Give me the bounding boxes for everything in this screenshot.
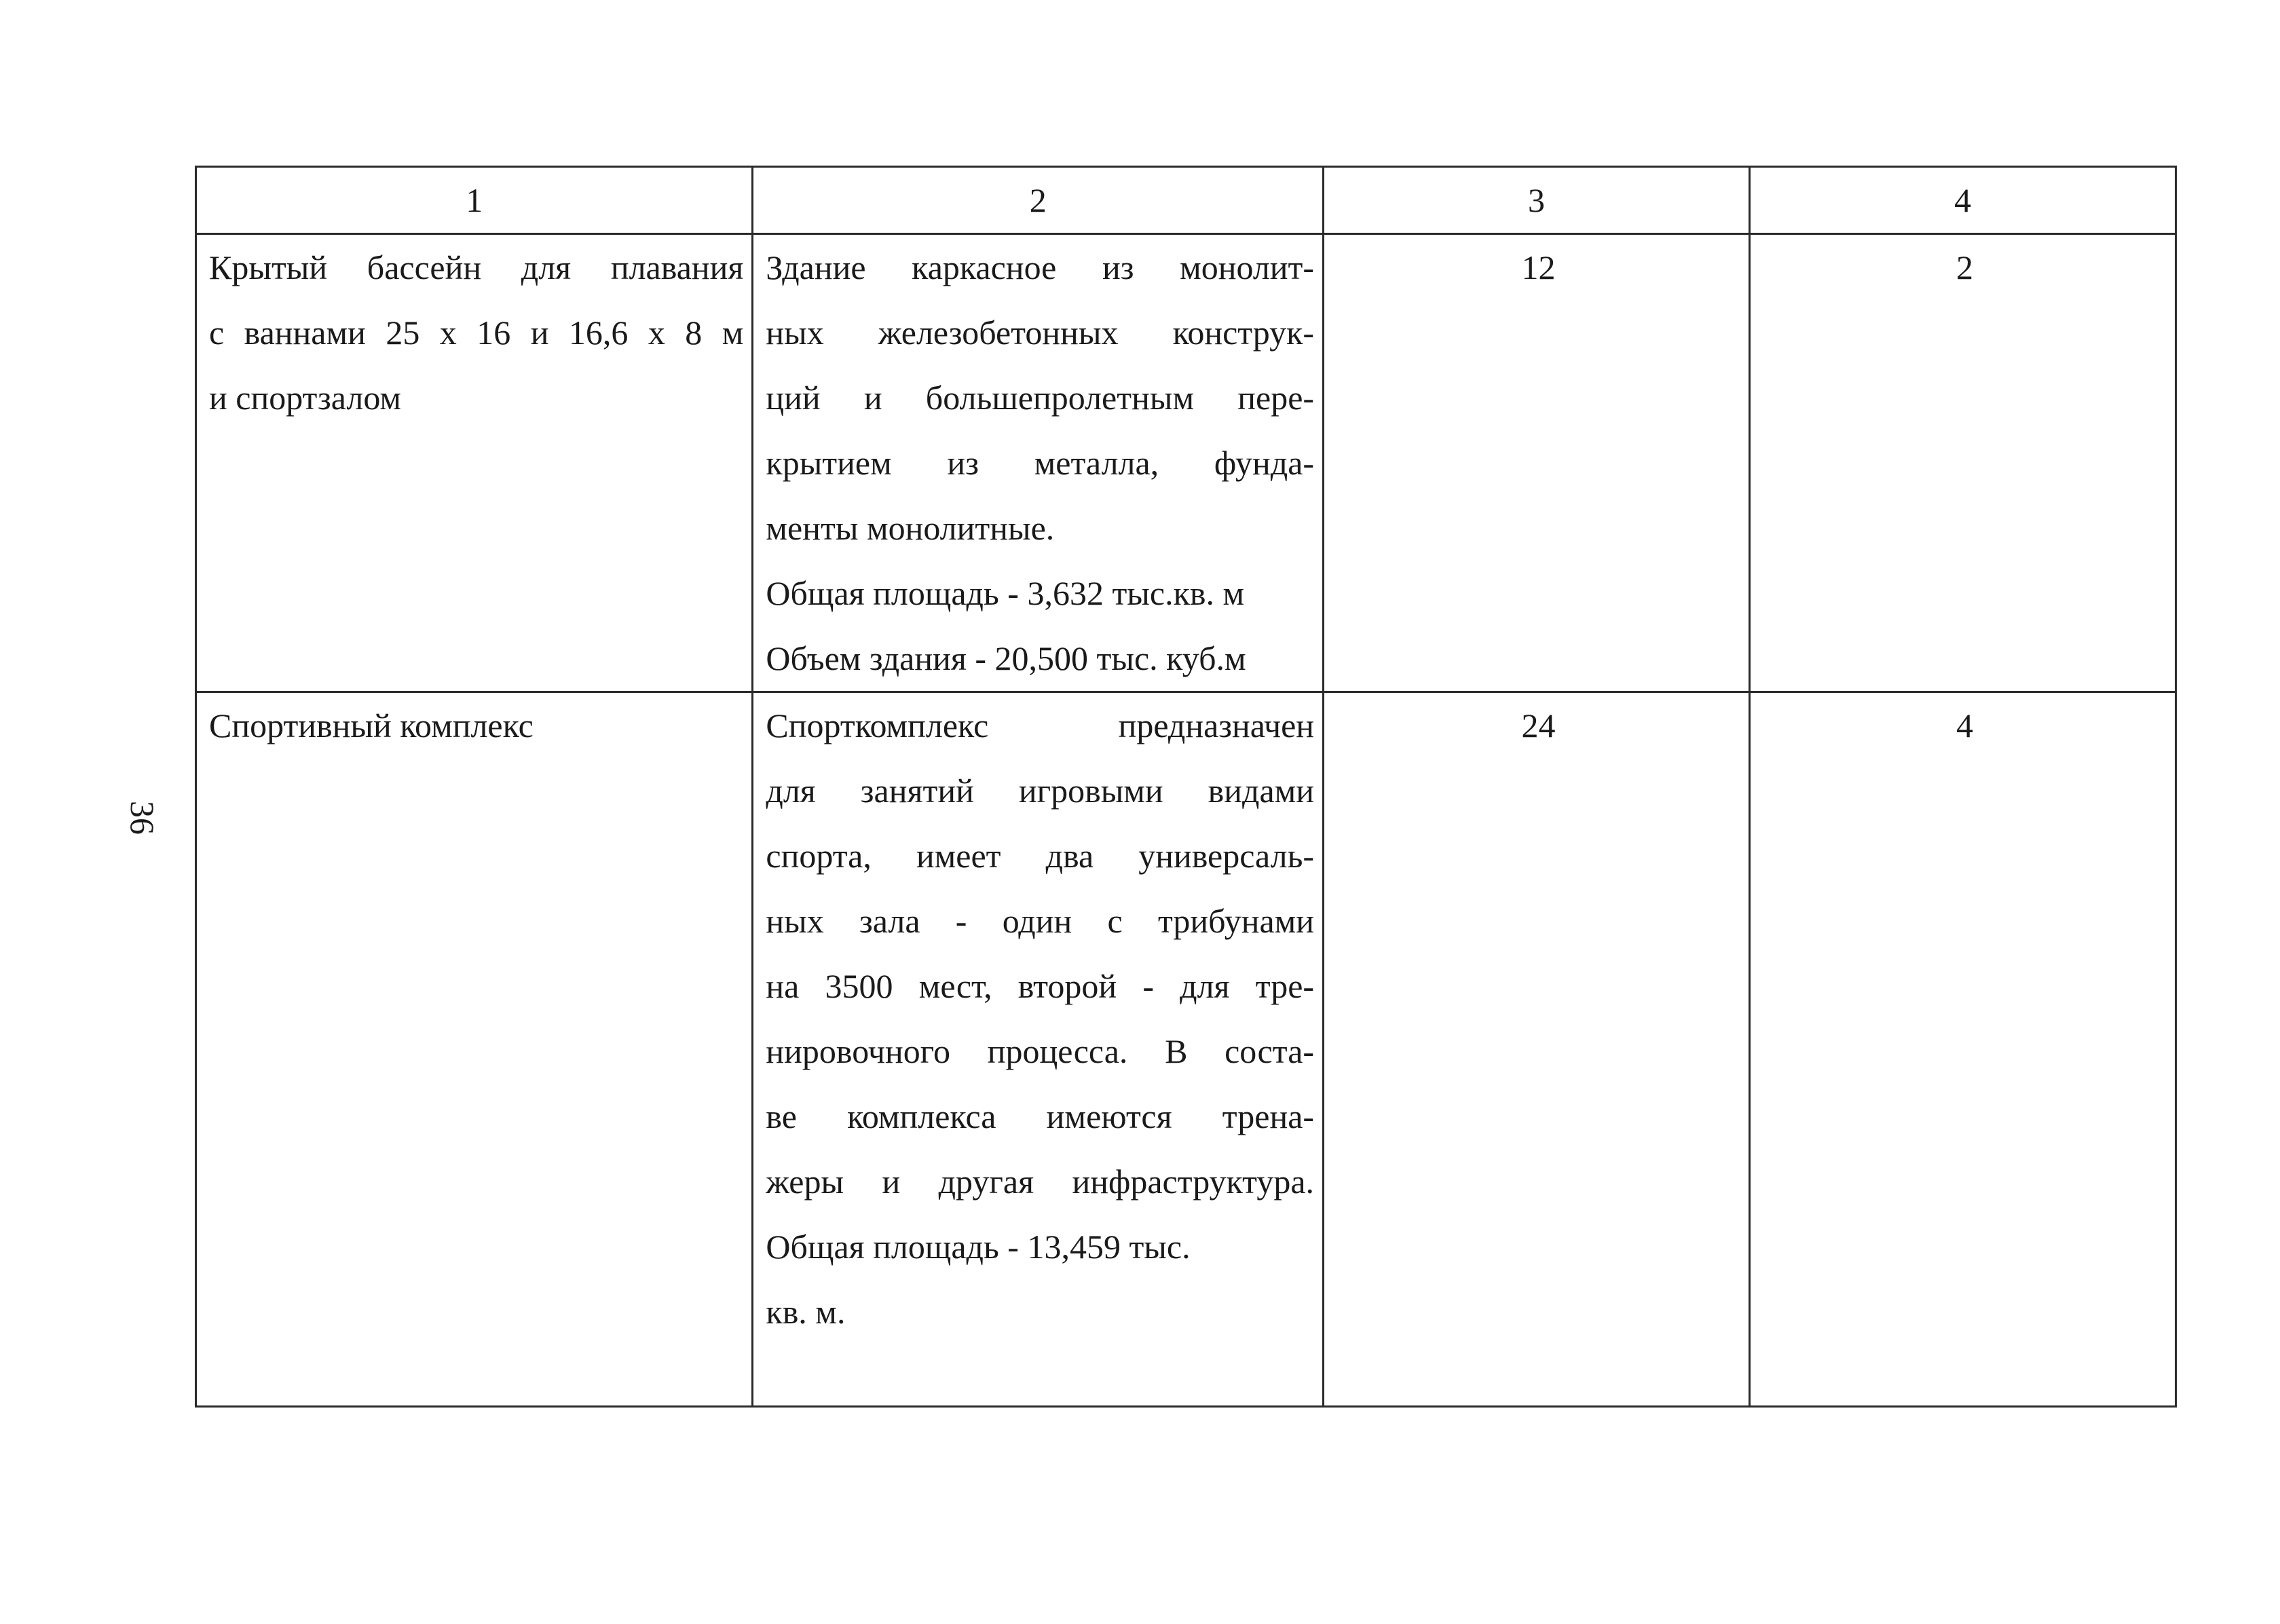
table-row	[196, 692, 2176, 1407]
description-line: крытием из металла, фунда-	[766, 444, 1315, 482]
col4-value: 2	[1750, 234, 2176, 692]
description-line: Здание каркасное из монолит-	[766, 248, 1315, 286]
col4-value: 4	[1750, 692, 2176, 1407]
object-name-line: с ваннами 25 х 16 и 16,6 х 8 м	[209, 314, 744, 352]
header-cell-2: 2	[753, 167, 1324, 234]
table-header-row	[196, 167, 2176, 234]
description-line: жеры и другая инфраструктура.	[766, 1163, 1315, 1201]
description-line: ных железобетонных конструк-	[766, 314, 1315, 352]
object-name-cell	[196, 234, 753, 692]
table-row	[196, 234, 2176, 692]
object-name-line: Крытый бассейн для плавания	[209, 248, 744, 286]
description-line: ве комплекса имеются трена-	[766, 1097, 1315, 1135]
description-cell	[753, 234, 1324, 692]
object-name-line: и спортзалом	[209, 379, 402, 417]
description-line: ций и большепролетным пере-	[766, 379, 1315, 417]
description-line: Общая площадь - 13,459 тыс.	[766, 1228, 1191, 1266]
page-number: 36	[124, 801, 162, 835]
data-table	[195, 166, 2177, 1408]
description-line: кв. м.	[766, 1293, 846, 1331]
description-line: Общая площадь - 3,632 тыс.кв. м	[766, 574, 1245, 612]
description-cell	[753, 692, 1324, 1407]
description-line: для занятий игровыми видами	[766, 772, 1315, 810]
description-line: нировочного процесса. В соста-	[766, 1032, 1315, 1070]
description-line: Объем здания - 20,500 тыс. куб.м	[766, 639, 1246, 677]
description-line: на 3500 мест, второй - для тре-	[766, 967, 1315, 1005]
object-name-line: Спортивный комплекс	[209, 706, 534, 744]
object-name-cell	[196, 692, 753, 1407]
description-line: ных зала - один с трибунами	[766, 902, 1315, 940]
description-line: Спорткомплекс предназначен	[766, 706, 1315, 744]
col3-value: 12	[1324, 234, 1750, 692]
header-cell-4: 4	[1750, 167, 2176, 234]
description-line: менты монолитные.	[766, 509, 1055, 547]
header-cell-1: 1	[196, 167, 753, 234]
header-cell-3: 3	[1324, 167, 1750, 234]
description-line: спорта, имеет два универсаль-	[766, 837, 1315, 875]
col3-value: 24	[1324, 692, 1750, 1407]
